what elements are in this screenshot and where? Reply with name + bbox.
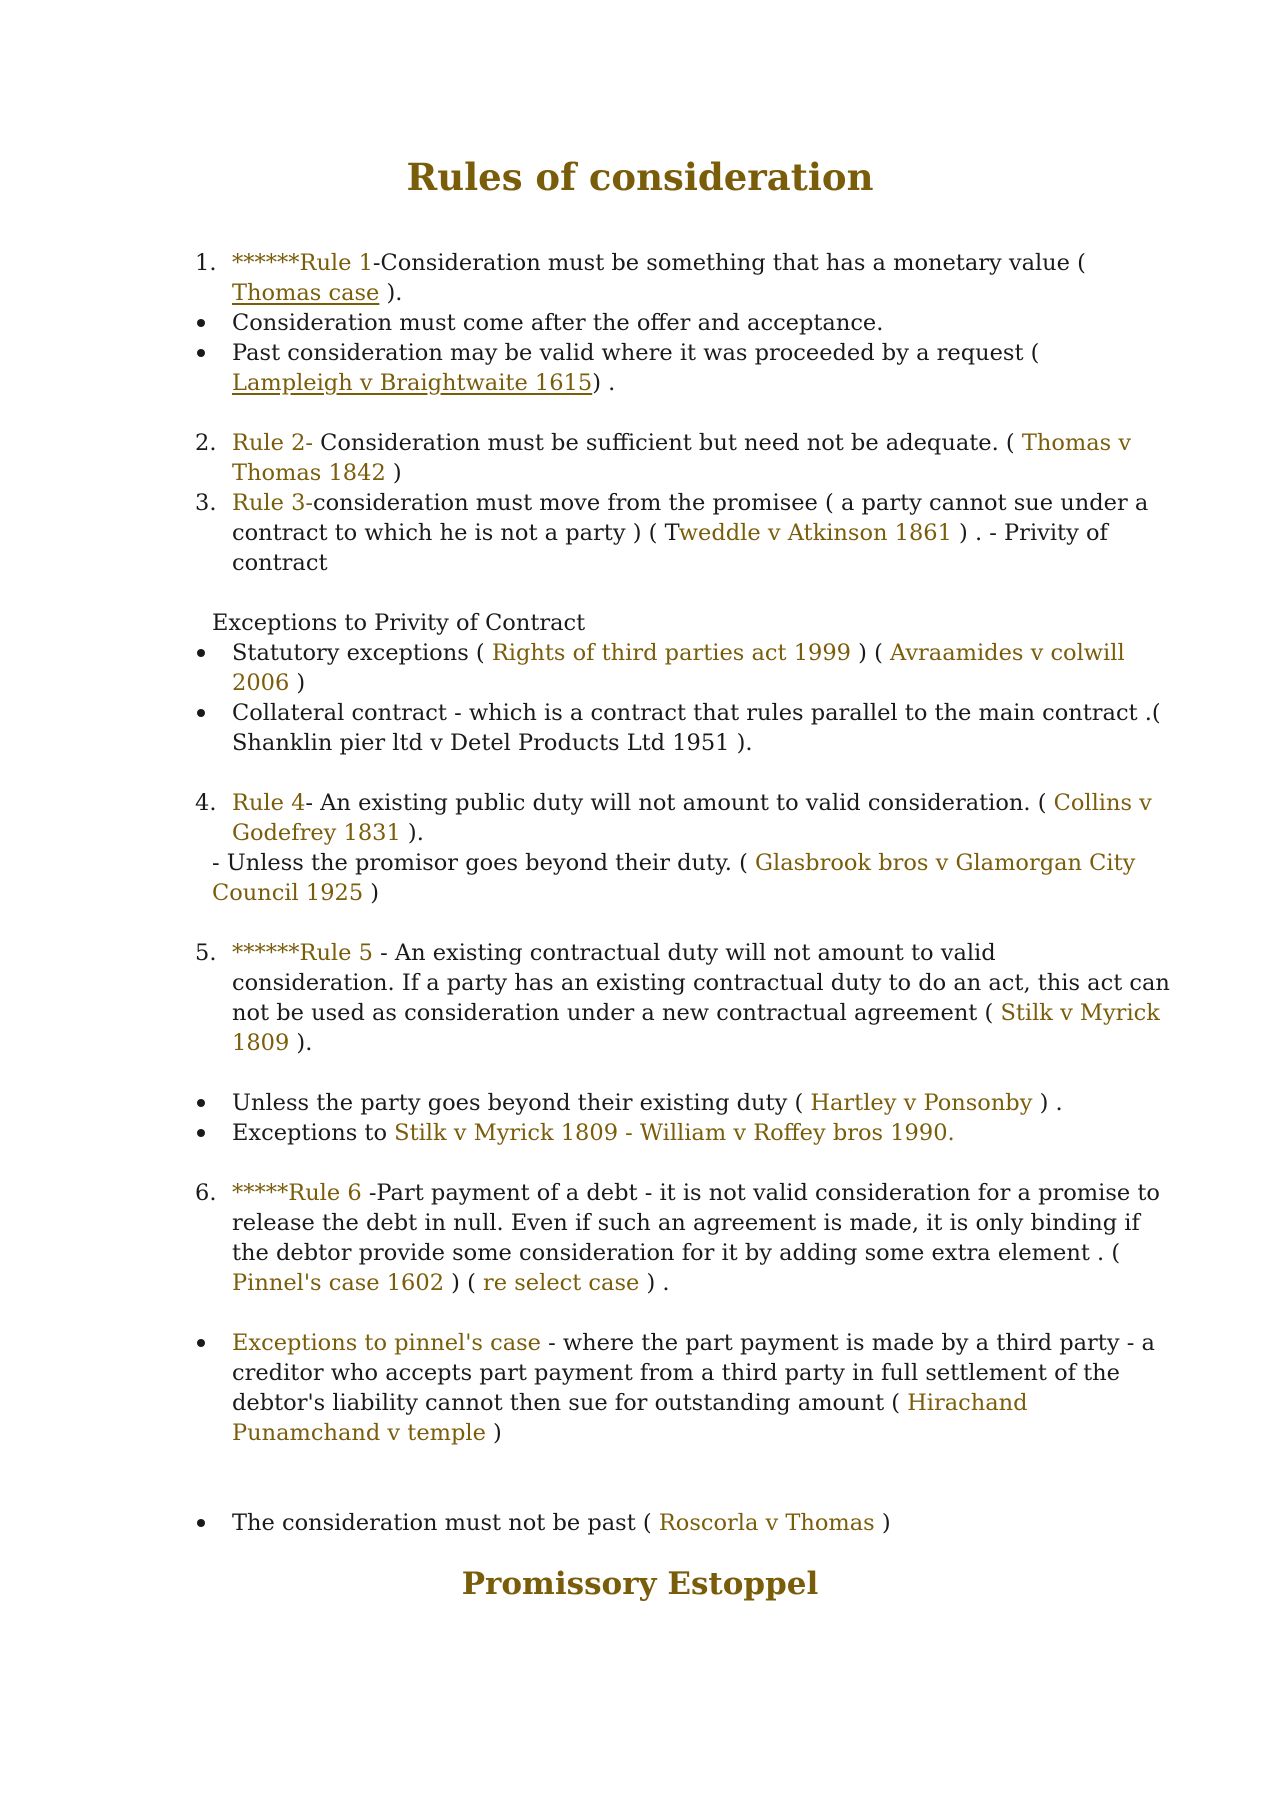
pinnel-exceptions-text: - where the part payment is made by a third party - a: [541, 1330, 1155, 1356]
case-glasbrook-year: Council 1925: [212, 880, 364, 906]
unless-party-text: Unless the party goes beyond their existing duty (: [232, 1090, 811, 1116]
rule-2-line-1: [232, 428, 1131, 458]
rule-2-line-2: [232, 458, 402, 488]
section-title-promissory-estoppel: Promissory Estoppel: [461, 1566, 819, 1602]
bullet: [195, 1118, 207, 1130]
not-past-text: The consideration must not be past (: [232, 1510, 659, 1536]
rule-3-label: Rule 3-: [232, 490, 314, 516]
case-stilk: Stilk v Myrick: [1000, 1000, 1160, 1026]
case-punamchand: Punamchand v temple: [232, 1420, 486, 1446]
rule-1-line-2: [232, 278, 402, 308]
case-third-parties-act: Rights of third parties act 1999: [491, 640, 851, 666]
bullet-statutory-line-1: [232, 638, 1125, 668]
case-avraamides-year: 2006: [232, 670, 290, 696]
statutory-text: Statutory exceptions (: [232, 640, 492, 666]
rule-5-line-1: [232, 938, 996, 968]
rule-3-text-3: ) . - Privity of: [951, 520, 1108, 546]
page-title: Rules of consideration: [406, 155, 874, 199]
bullet-after-offer: Consideration must come after the offer and acceptance.: [232, 310, 884, 336]
list-number-3: 3.: [195, 490, 217, 516]
bullet-pinnel-exceptions-line-2: creditor who accepts part payment from a third party in full settlement of the: [232, 1360, 1120, 1386]
case-godefrey: Godefrey 1831: [232, 820, 401, 846]
case-link-lampleigh[interactable]: Lampleigh v Braightwaite 1615: [232, 370, 593, 396]
statutory-sep: ) (: [850, 640, 890, 666]
rule-5-end: ).: [289, 1030, 313, 1056]
rule-4-label: Rule 4: [232, 790, 306, 816]
bullet-pinnel-exceptions-line-1: [232, 1328, 1155, 1358]
pinnel-exceptions-text-3: debtor's liability cannot then sue for outstanding amount (: [232, 1390, 908, 1416]
not-past-end: ): [874, 1510, 891, 1536]
bullet-collateral-line-2: Shanklin pier ltd v Detel Products Ltd 1951 ).: [232, 730, 753, 756]
rule-3-line-1: [232, 488, 1148, 518]
list-number-1: 1.: [195, 250, 217, 276]
exceptions-heading: Exceptions to Privity of Contract: [212, 610, 586, 636]
case-tweddle: weddle v Atkinson 1861: [678, 520, 952, 546]
rule-4-line-2: [232, 818, 424, 848]
rule-4-line-1: [232, 788, 1152, 818]
bullet-past-consideration-line-2: [232, 368, 615, 398]
rule-1-line-1: [232, 248, 1086, 278]
case-stilk-year: 1809: [232, 1030, 290, 1056]
rule-5-text: - An existing contractual duty will not amount to valid: [372, 940, 996, 966]
rule-1-label: ******Rule 1: [232, 250, 373, 276]
rule-6-sep: ) (: [444, 1270, 484, 1296]
bullet: [195, 1088, 207, 1100]
list-number-5: 5.: [195, 940, 217, 966]
bullet-past-end: ) .: [592, 370, 616, 396]
statutory-end: ): [289, 670, 306, 696]
bullet: [195, 1508, 207, 1520]
bullet: [195, 1328, 207, 1340]
rule-3-text: consideration must move from the promisee ( a party cannot sue under a: [313, 490, 1149, 516]
rule-2-text: Consideration must be sufficient but need not be adequate. (: [313, 430, 1022, 456]
case-thomas-1842: Thomas 1842: [232, 460, 386, 486]
case-hartley: Hartley v Ponsonby: [810, 1090, 1033, 1116]
rule-4-line-3: [212, 848, 1135, 878]
rule-6-label: *****Rule 6: [232, 1180, 362, 1206]
rule-5-text-3: not be used as consideration under a new contractual agreement (: [232, 1000, 1001, 1026]
rule-5-line-2: consideration. If a party has an existing contractual duty to do an act, this act can: [232, 970, 1170, 996]
rule-4-line-4: [212, 878, 379, 908]
list-number-6: 6.: [195, 1180, 217, 1206]
case-pinnel: Pinnel's case 1602: [232, 1270, 445, 1296]
bullet-not-past: [232, 1508, 891, 1538]
unless-party-end: ) .: [1032, 1090, 1063, 1116]
rule-6-end: ) .: [639, 1270, 670, 1296]
rule-3-text-2: contract to which he is not a party ) ( T: [232, 520, 679, 546]
case-re-select: re select case: [483, 1270, 640, 1296]
bullet-statutory-line-2: [232, 668, 305, 698]
rule-5-line-4: [232, 1028, 312, 1058]
case-roscorla: Roscorla v Thomas: [658, 1510, 875, 1536]
exceptions-to-text: Exceptions to: [232, 1120, 395, 1146]
rule-5-label: ******Rule 5: [232, 940, 373, 966]
bullet: [195, 698, 207, 710]
bullet: [195, 638, 207, 650]
case-collins-v: Collins v: [1053, 790, 1152, 816]
bullet-pinnel-exceptions-line-4: [232, 1418, 502, 1448]
rule-4-unless-end: ): [363, 880, 380, 906]
case-stilk-william: Stilk v Myrick 1809 - William v Roffey bros 1990.: [394, 1120, 955, 1146]
rule-4-unless: - Unless the promisor goes beyond their duty. (: [212, 850, 756, 876]
rule-4-text: - An existing public duty will not amount to valid consideration. (: [305, 790, 1054, 816]
bullet-unless-party: [232, 1088, 1063, 1118]
rule-3-line-3: contract: [232, 550, 328, 576]
bullet-past-consideration-line-1: Past consideration may be valid where it was proceeded by a request (: [232, 340, 1040, 366]
bullet-pinnel-exceptions-line-3: [232, 1388, 1028, 1418]
case-avraamides: Avraamides v colwill: [890, 640, 1125, 666]
list-number-2: 2.: [195, 430, 217, 456]
list-number-4: 4.: [195, 790, 217, 816]
rule-6-text: -Part payment of a debt - it is not valid consideration for a promise to: [361, 1180, 1160, 1206]
rule-6-line-4: [232, 1268, 670, 1298]
case-thomas-v: Thomas v: [1021, 430, 1132, 456]
rule-2-end: ): [385, 460, 402, 486]
rule-2-label: Rule 2-: [232, 430, 314, 456]
bullet: [195, 338, 207, 350]
rule-5-line-3: [232, 998, 1160, 1028]
rule-6-line-1: [232, 1178, 1160, 1208]
case-glasbrook: Glasbrook bros v Glamorgan City: [755, 850, 1136, 876]
rule-4-end: ).: [400, 820, 424, 846]
rule-1-text: -Consideration must be something that has a monetary value (: [372, 250, 1086, 276]
bullet: [195, 308, 207, 320]
bullet-collateral-line-1: Collateral contract - which is a contract that rules parallel to the main contract .(: [232, 700, 1161, 726]
rule-3-line-2: [232, 518, 1108, 548]
rule-1-end: ).: [379, 280, 403, 306]
rule-6-line-2: release the debt in null. Even if such an agreement is made, it is only binding if: [232, 1210, 1140, 1236]
bullet-exceptions-stilk: [232, 1118, 955, 1148]
pinnel-exceptions-label: Exceptions to pinnel's case: [232, 1330, 542, 1356]
case-link-thomas[interactable]: Thomas case: [232, 280, 380, 306]
pinnel-exceptions-end: ): [485, 1420, 502, 1446]
rule-6-line-3: the debtor provide some consideration for it by adding some extra element . (: [232, 1240, 1121, 1266]
case-hirachand: Hirachand: [907, 1390, 1028, 1416]
